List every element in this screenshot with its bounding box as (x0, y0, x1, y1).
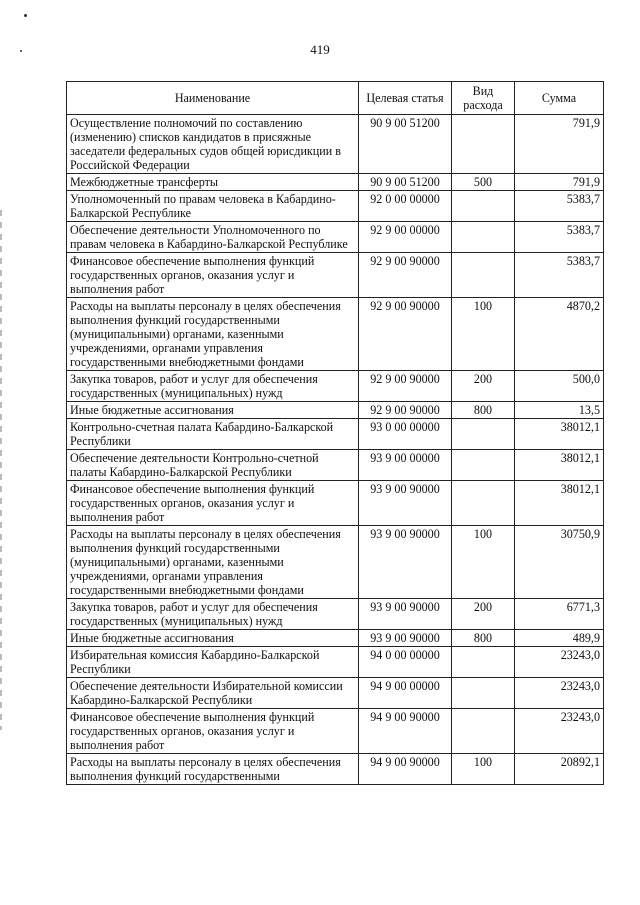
cell-sum: 6771,3 (515, 599, 604, 630)
page-number: 419 (310, 42, 330, 57)
cell-code: 92 9 00 90000 (359, 253, 452, 298)
table-row (67, 419, 604, 450)
cell-sum: 5383,7 (515, 253, 604, 298)
table-row (67, 222, 604, 253)
cell-sum: 489,9 (515, 630, 604, 647)
scan-edge-artifact (0, 210, 2, 730)
table-row (67, 371, 604, 402)
cell-sum: 5383,7 (515, 191, 604, 222)
table-row (67, 630, 604, 647)
table-header-row (67, 82, 604, 115)
cell-name: Обеспечение деятельности Избирательной комиссии Кабардино-Балкарской Республики (67, 678, 359, 709)
cell-name: Осуществление полномочий по составлению (изменению) списков кандидатов в присяжные заседатели федеральных судов общей юрисдикции в Российской Федерации (67, 115, 359, 174)
cell-code: 92 9 00 90000 (359, 298, 452, 371)
cell-name: Межбюджетные трансферты (67, 174, 359, 191)
cell-name: Контрольно-счетная палата Кабардино-Балкарской Республики (67, 419, 359, 450)
table-row (67, 481, 604, 526)
table-row (67, 647, 604, 678)
cell-name: Иные бюджетные ассигнования (67, 402, 359, 419)
cell-sum: 38012,1 (515, 450, 604, 481)
cell-sum: 23243,0 (515, 678, 604, 709)
header-code: Целевая статья (359, 82, 452, 115)
table-row (67, 678, 604, 709)
table-row (67, 402, 604, 419)
cell-code: 92 9 00 00000 (359, 222, 452, 253)
cell-name: Расходы на выплаты персоналу в целях обеспечения выполнения функций государственными (муниципальными) органами, казенными учреждениями, органами управления государственными внебюджетными фондами (67, 526, 359, 599)
header-name: Наименование (67, 82, 359, 115)
cell-sum: 500,0 (515, 371, 604, 402)
cell-type: 100 (452, 526, 515, 599)
cell-code: 93 9 00 90000 (359, 599, 452, 630)
cell-code: 90 9 00 51200 (359, 115, 452, 174)
cell-sum: 13,5 (515, 402, 604, 419)
cell-name: Финансовое обеспечение выполнения функций государственных органов, оказания услуг и выполнения работ (67, 253, 359, 298)
cell-code: 92 9 00 90000 (359, 402, 452, 419)
cell-type (452, 419, 515, 450)
cell-sum: 23243,0 (515, 647, 604, 678)
cell-type: 200 (452, 371, 515, 402)
cell-code: 92 0 00 00000 (359, 191, 452, 222)
cell-name: Расходы на выплаты персоналу в целях обеспечения выполнения функций государственными (муниципальными) органами, казенными учреждениями, органами управления государственными внебюджетными фондами (67, 298, 359, 371)
cell-name: Обеспечение деятельности Уполномоченного по правам человека в Кабардино-Балкарской Республике (67, 222, 359, 253)
cell-sum: 30750,9 (515, 526, 604, 599)
cell-type (452, 191, 515, 222)
cell-code: 92 9 00 90000 (359, 371, 452, 402)
cell-code: 93 9 00 90000 (359, 630, 452, 647)
table-row (67, 709, 604, 754)
cell-sum: 38012,1 (515, 481, 604, 526)
cell-code: 93 9 00 00000 (359, 450, 452, 481)
cell-type: 100 (452, 754, 515, 785)
table-row (67, 526, 604, 599)
cell-type: 500 (452, 174, 515, 191)
cell-name: Закупка товаров, работ и услуг для обеспечения государственных (муниципальных) нужд (67, 599, 359, 630)
cell-type (452, 647, 515, 678)
cell-type: 800 (452, 402, 515, 419)
cell-sum: 38012,1 (515, 419, 604, 450)
cell-sum: 5383,7 (515, 222, 604, 253)
cell-name: Избирательная комиссия Кабардино-Балкарской Республики (67, 647, 359, 678)
cell-code: 94 9 00 90000 (359, 709, 452, 754)
cell-type (452, 115, 515, 174)
cell-code: 90 9 00 51200 (359, 174, 452, 191)
cell-sum: 791,9 (515, 115, 604, 174)
cell-name: Финансовое обеспечение выполнения функций государственных органов, оказания услуг и выполнения работ (67, 481, 359, 526)
cell-sum: 20892,1 (515, 754, 604, 785)
cell-code: 93 9 00 90000 (359, 526, 452, 599)
cell-type (452, 481, 515, 526)
cell-sum: 23243,0 (515, 709, 604, 754)
table-row (67, 253, 604, 298)
table-row (67, 754, 604, 785)
cell-type (452, 450, 515, 481)
cell-type: 800 (452, 630, 515, 647)
header-type: Вид расхода (452, 82, 515, 115)
cell-code: 94 9 00 90000 (359, 754, 452, 785)
cell-type (452, 253, 515, 298)
cell-type (452, 709, 515, 754)
table-row (67, 174, 604, 191)
scan-dot (24, 14, 27, 17)
cell-name: Закупка товаров, работ и услуг для обеспечения государственных (муниципальных) нужд (67, 371, 359, 402)
table-row (67, 450, 604, 481)
table-body (67, 115, 604, 785)
cell-code: 93 9 00 90000 (359, 481, 452, 526)
cell-sum: 4870,2 (515, 298, 604, 371)
table-row (67, 298, 604, 371)
cell-name: Финансовое обеспечение выполнения функций государственных органов, оказания услуг и выполнения работ (67, 709, 359, 754)
cell-type: 200 (452, 599, 515, 630)
cell-type (452, 678, 515, 709)
table-row (67, 599, 604, 630)
header-sum: Сумма (515, 82, 604, 115)
cell-type (452, 222, 515, 253)
cell-name: Уполномоченный по правам человека в Кабардино-Балкарской Республике (67, 191, 359, 222)
cell-name: Расходы на выплаты персоналу в целях обеспечения выполнения функций государственными (67, 754, 359, 785)
cell-type: 100 (452, 298, 515, 371)
budget-table (66, 81, 604, 785)
table-row (67, 191, 604, 222)
cell-name: Обеспечение деятельности Контрольно-счетной палаты Кабардино-Балкарской Республики (67, 450, 359, 481)
cell-code: 94 0 00 00000 (359, 647, 452, 678)
cell-code: 94 9 00 00000 (359, 678, 452, 709)
cell-name: Иные бюджетные ассигнования (67, 630, 359, 647)
cell-code: 93 0 00 00000 (359, 419, 452, 450)
table-row (67, 115, 604, 174)
cell-sum: 791,9 (515, 174, 604, 191)
